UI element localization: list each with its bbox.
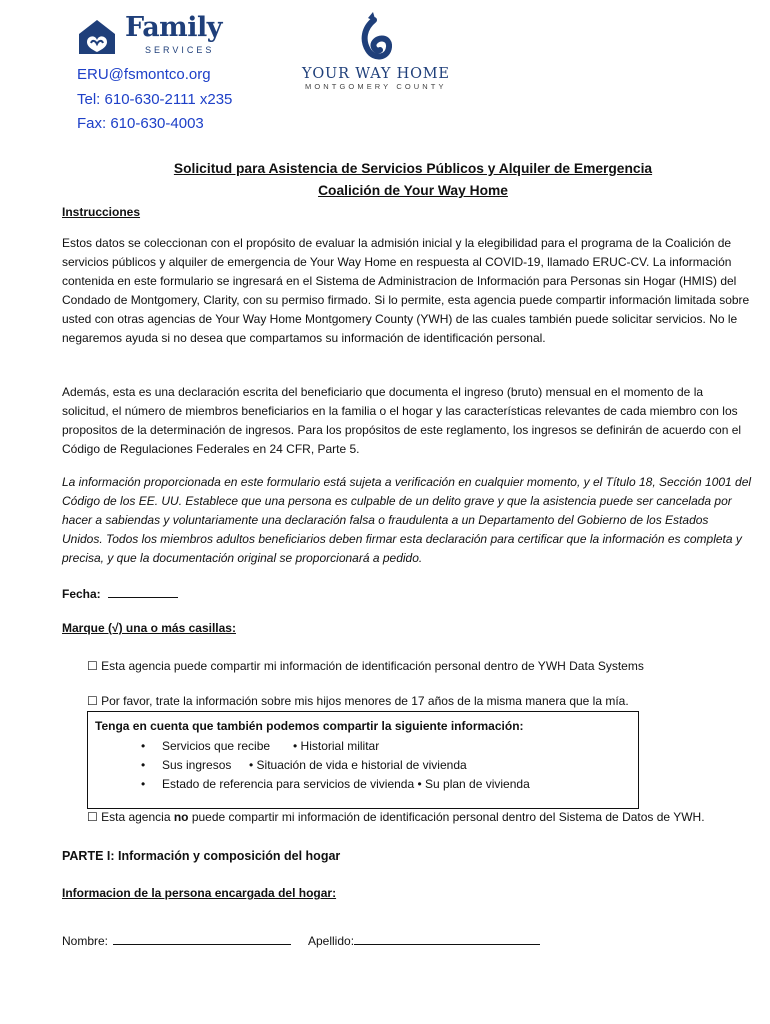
shared-info-item-living-situation: • Situación de vida e historial de vivienda [249,758,467,772]
option-share-ywh-label: Esta agencia puede compartir mi información de identificación personal dentro de YWH Data Systems [101,659,644,673]
fecha-input-line[interactable] [108,585,178,598]
instructions-heading: Instrucciones [62,205,141,219]
apellido-field [308,932,540,948]
shared-info-bullet: • [141,758,146,772]
contact-fax: Fax: 610-630-4003 [77,115,204,132]
nombre-label: Nombre: [62,934,109,948]
option-children-info [87,694,629,708]
family-logo-subtext: SERVICES [145,45,215,55]
shared-info-item-services: Servicios que recibe [162,739,271,753]
form-title: Solicitud para Asistencia de Servicios Públicos y Alquiler de Emergencia [173,161,653,176]
option-do-not-share-checkbox[interactable]: ☐ [87,810,98,824]
nombre-input-line[interactable] [113,932,291,945]
shared-info-item-referral-plan: Estado de referencia para servicios de vivienda • Su plan de vivienda [162,777,530,791]
shared-info-item-military: • Historial militar [293,739,380,753]
marque-instruction: Marque (√) una o más casillas: [62,621,236,635]
option-share-ywh [87,659,644,673]
shared-info-item-income: Sus ingresos [162,758,232,772]
option-share-ywh-checkbox[interactable]: ☐ [87,659,98,673]
your-way-home-logo-mark [358,10,392,62]
family-logo-text: Family [125,12,222,43]
instructions-paragraph-2: Además, esta es una declaración escrita del beneficiario que documenta el ingreso (bruto) mensual en el momento de la solicitud, el número de miembros beneficiarios en la familia o el hogar y las características relevantes de cada miembro con los propositos de la determinación de ingresos. Para los propósitos de este reglamento, los ingresos se definirán de acuerdo con el Código de Regulaciones Federales en 24 CFR, Parte 5. [62,385,742,456]
option-do-not-share-label-no: no [173,810,189,824]
form-subtitle: Coalición de Your Way Home [318,183,508,198]
head-of-household-heading: Informacion de la persona encargada del hogar: [62,886,337,900]
fecha-label: Fecha: [62,587,101,601]
shared-info-bullet: • [141,777,146,791]
instructions-paragraph-1: Estos datos se coleccionan con el propósito de evaluar la admisión inicial y la elegibilidad para el programa de la Coalición de servicios públicos y alquiler de emergencia de Your Way Home en respuesta al COVID-19, llamado ERUC-CV. La información contenida en este formulario se ingresará en el Sistema de Administracion de Información para Personas sin Hogar (HMIS) del Condado de Montgomery, Clarity, con su permiso firmado. Si lo permite, esta agencia puede compartir información limitada sobre usted con otras agencias de Your Way Home Montgomery County (YWH) de las cuales también puede solicitar servicios. No le negaremos ayuda si no desea que compartamos su información de identificación personal. [62,236,750,345]
shared-info-title: Tenga en cuenta que también podemos compartir la siguiente información: [95,719,524,733]
shared-info-box [87,711,639,809]
part1-heading: PARTE I: Información y composición del hogar [62,849,341,863]
apellido-label: Apellido: [308,934,355,948]
apellido-input-line[interactable] [354,932,540,945]
your-way-home-logo-text: YOUR WAY HOME [302,66,450,82]
contact-email[interactable]: ERU@fsmontco.org [77,66,211,83]
fecha-field [62,585,178,601]
option-do-not-share [87,810,705,824]
shared-info-bullet: • [141,739,146,753]
option-children-info-checkbox[interactable]: ☐ [87,694,98,708]
legal-notice-paragraph: La información proporcionada en este formulario está sujeta a verificación en cualquier momento, y el Título 18, Sección 1001 del Código de los EE. UU. Establece que una persona es culpable de un delito grave y que la asistencia puede ser cancelada por hacer a sabiendas y voluntariamente una declaración falsa o fraudulenta a un Departamento del Gobierno de los Estados Unidos. Todos los miembros adultos beneficiarios deben firmar esta declaración para certificar que la información es completa y precisa, y que la documentación original se proporcionará a pedido. [62,475,752,565]
nombre-field [62,932,291,948]
option-do-not-share-label-pre: Esta agencia [101,810,174,824]
option-children-info-label: Por favor, trate la información sobre mis hijos menores de 17 años de la misma manera que la mía. [101,694,629,708]
your-way-home-logo-subtext: MONTGOMERY COUNTY [305,82,447,91]
option-do-not-share-label-post: puede compartir mi información de identificación personal dentro del Sistema de Datos de YWH. [188,810,705,824]
contact-phone: Tel: 610-630-2111 x235 [77,91,233,108]
